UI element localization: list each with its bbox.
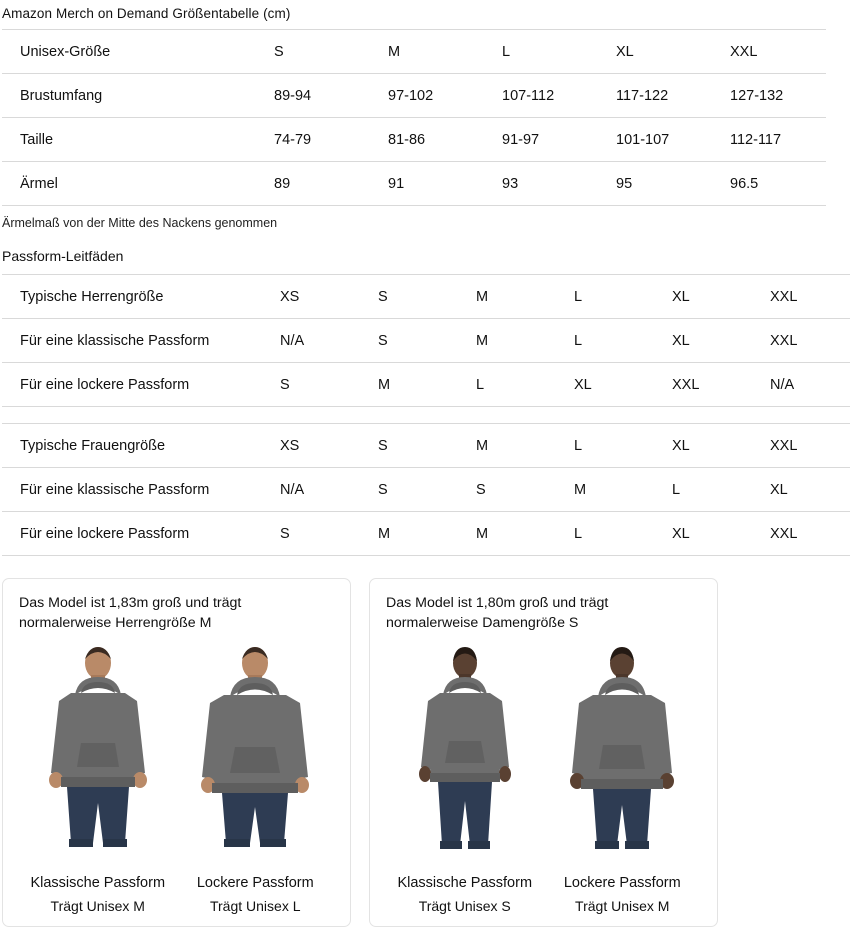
cell: N/A — [262, 319, 360, 363]
cell: M — [360, 512, 458, 556]
female-classic-fit-subtitle: Trägt Unisex S — [418, 898, 511, 914]
table-spacer — [0, 407, 720, 423]
cell: 96.5 — [712, 162, 826, 206]
row-label: Für eine klassische Passform — [2, 468, 262, 512]
cell: XL — [654, 424, 752, 468]
cell: 93 — [484, 162, 598, 206]
female-relaxed-fit-title: Lockere Passform — [563, 875, 681, 891]
cell: S — [360, 275, 458, 319]
female-relaxed-fit-subtitle: Trägt Unisex M — [575, 898, 670, 914]
row-label: Für eine klassische Passform — [2, 319, 262, 363]
cell: XXL — [712, 30, 826, 74]
male-classic-fit-illustration — [23, 643, 173, 865]
cell: S — [262, 512, 360, 556]
cell: M — [360, 363, 458, 407]
cell: M — [458, 275, 556, 319]
row-label: Typische Herrengröße — [2, 275, 262, 319]
table-row — [2, 30, 826, 74]
cell: L — [556, 424, 654, 468]
womens-fit-table — [2, 423, 850, 556]
row-label: Taille — [2, 118, 256, 162]
cell: 112-117 — [712, 118, 826, 162]
measurements-table — [2, 29, 826, 206]
table-row — [2, 74, 826, 118]
female-relaxed-fit-illustration — [547, 643, 697, 865]
row-label: Für eine lockere Passform — [2, 512, 262, 556]
cell: S — [360, 424, 458, 468]
cell: L — [556, 512, 654, 556]
cell: XXL — [654, 363, 752, 407]
cell: XXL — [752, 275, 850, 319]
cell: 91-97 — [484, 118, 598, 162]
cell: S — [360, 319, 458, 363]
cell: N/A — [262, 468, 360, 512]
cell: L — [556, 275, 654, 319]
table-row — [2, 363, 850, 407]
male-relaxed-fit-figure — [177, 643, 335, 914]
table-row — [2, 424, 850, 468]
cell: 91 — [370, 162, 484, 206]
male-relaxed-fit-illustration — [180, 643, 330, 865]
cell: S — [262, 363, 360, 407]
sleeve-measurement-note: Ärmelmaß von der Mitte des Nackens genommen — [2, 216, 278, 230]
cell: 101-107 — [598, 118, 712, 162]
mens-fit-table — [2, 274, 850, 407]
fit-guides-label: Passform-Leitfäden — [2, 248, 124, 264]
cell: XXL — [752, 319, 850, 363]
female-model-caption: Das Model ist 1,80m groß und trägt normalerweise Damengröße S — [386, 595, 609, 632]
cell: L — [654, 468, 752, 512]
table-row — [2, 275, 850, 319]
cell: 89-94 — [256, 74, 370, 118]
cell: M — [458, 512, 556, 556]
model-cards — [2, 578, 718, 927]
female-classic-fit-title: Klassische Passform — [397, 875, 533, 891]
cell: XL — [654, 275, 752, 319]
cell: L — [458, 363, 556, 407]
cell: 107-112 — [484, 74, 598, 118]
table-row — [2, 162, 826, 206]
cell: XXL — [752, 512, 850, 556]
cell: S — [256, 30, 370, 74]
cell: N/A — [752, 363, 850, 407]
female-model-card — [369, 578, 718, 927]
cell: 127-132 — [712, 74, 826, 118]
cell: XS — [262, 424, 360, 468]
cell: M — [556, 468, 654, 512]
cell: XS — [262, 275, 360, 319]
male-classic-fit-title: Klassische Passform — [30, 875, 166, 891]
cell: S — [360, 468, 458, 512]
cell: 97-102 — [370, 74, 484, 118]
row-label: Für eine lockere Passform — [2, 363, 262, 407]
female-classic-fit-figure — [386, 643, 544, 914]
female-figures — [386, 643, 701, 914]
table-row — [2, 468, 850, 512]
cell: M — [370, 30, 484, 74]
cell: 81-86 — [370, 118, 484, 162]
table-row — [2, 118, 826, 162]
cell: M — [458, 319, 556, 363]
cell: XL — [752, 468, 850, 512]
cell: 95 — [598, 162, 712, 206]
male-classic-fit-subtitle: Trägt Unisex M — [50, 898, 145, 914]
row-label: Brustumfang — [2, 74, 256, 118]
page-title: Amazon Merch on Demand Größentabelle (cm) — [2, 6, 291, 21]
female-relaxed-fit-figure — [544, 643, 702, 914]
male-relaxed-fit-title: Lockere Passform — [196, 875, 314, 891]
male-figures — [19, 643, 334, 914]
male-model-caption: Das Model ist 1,83m groß und trägt normalerweise Herrengröße M — [19, 595, 242, 632]
cell: L — [556, 319, 654, 363]
cell: XXL — [752, 424, 850, 468]
male-relaxed-fit-subtitle: Trägt Unisex L — [209, 898, 301, 914]
cell: L — [484, 30, 598, 74]
cell: 74-79 — [256, 118, 370, 162]
table-row — [2, 512, 850, 556]
cell: S — [458, 468, 556, 512]
male-classic-fit-figure — [19, 643, 177, 914]
row-label: Typische Frauengröße — [2, 424, 262, 468]
female-classic-fit-illustration — [390, 643, 540, 865]
cell: M — [458, 424, 556, 468]
row-label: Ärmel — [2, 162, 256, 206]
cell: XL — [556, 363, 654, 407]
male-model-card — [2, 578, 351, 927]
table-row — [2, 319, 850, 363]
cell: 89 — [256, 162, 370, 206]
row-label: Unisex-Größe — [2, 30, 256, 74]
cell: 117-122 — [598, 74, 712, 118]
cell: XL — [598, 30, 712, 74]
cell: XL — [654, 512, 752, 556]
cell: XL — [654, 319, 752, 363]
